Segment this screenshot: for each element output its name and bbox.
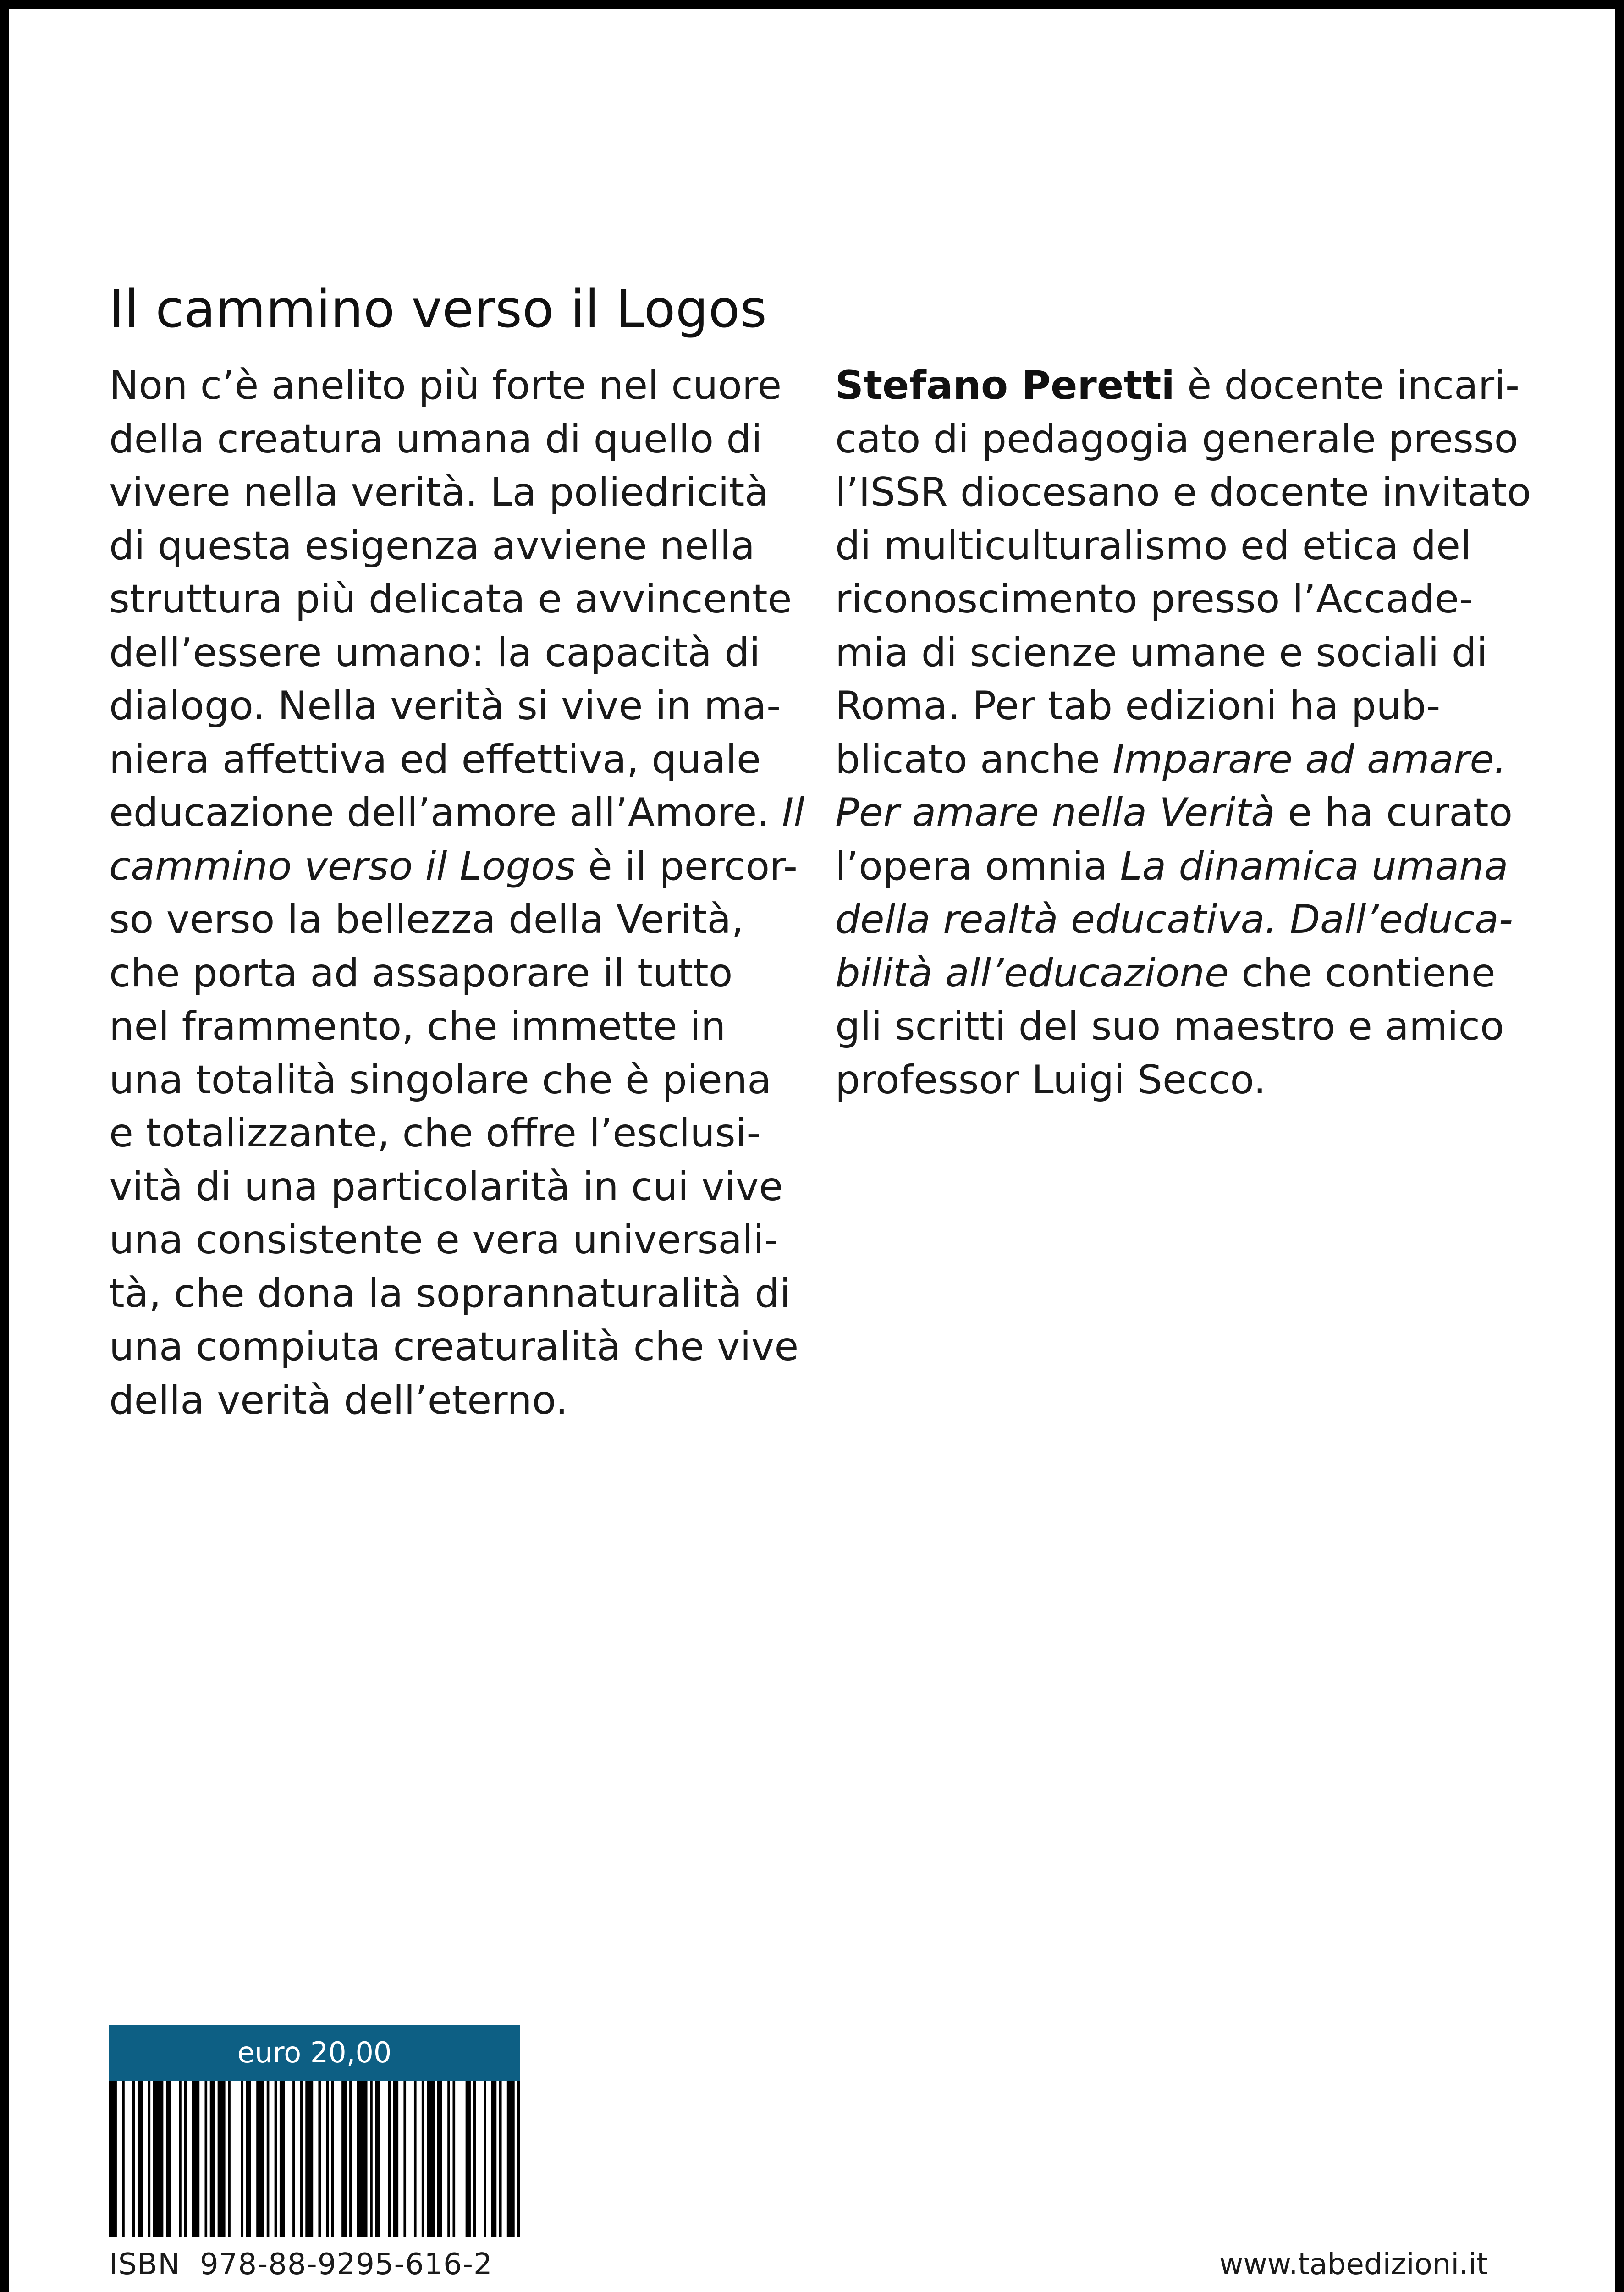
barcode-bar [507,2081,515,2237]
publisher-website: www.tabedizioni.it [1219,2248,1488,2281]
text-run: che porta ad assaporare il tutto [109,950,733,996]
barcode-bar [275,2081,277,2237]
text-run: e ha curato [1275,790,1513,836]
text-run: dell’essere umano: la capacità di [109,629,760,676]
text-run: vità di una particolarità in cui vive [109,1163,783,1210]
text-run: blicato anche [835,736,1113,782]
text-run: tà, che dona la soprannaturalità di [109,1270,791,1317]
synopsis-line [109,466,815,519]
text-run: struttura più delicata e avvincente [109,576,792,622]
synopsis-line [109,1374,815,1427]
barcode-bar [179,2081,182,2237]
barcode-bar [393,2081,398,2237]
barcode-bar [300,2081,303,2237]
bio-line [835,466,1541,519]
barcode-bar [331,2081,334,2237]
text-run: una totalità singolare che è piena [109,1057,771,1103]
barcode-bar [370,2081,373,2237]
text-run: Per amare nella Verità [835,790,1275,836]
barcode-bar [427,2081,435,2237]
synopsis-line [109,1053,815,1107]
synopsis-line [109,1213,815,1267]
text-run: è il percor- [575,843,798,889]
barcode-bar [184,2081,187,2237]
text-run: Roma. Per tab edizioni ha pub- [835,683,1441,729]
bio-line [835,893,1541,947]
text-run: una compiuta creaturalità che vive [109,1324,799,1370]
text-run: l’ISSR diocesano e docente invitato [835,469,1531,515]
bio-line [835,626,1541,680]
barcode-bar [210,2081,215,2237]
barcode-bar [122,2081,125,2237]
text-run: professor Luigi Secco. [835,1057,1266,1103]
barcode-bar [166,2081,171,2237]
barcode-bar [241,2081,243,2237]
bio-line [835,359,1541,413]
text-run: vivere nella verità. La poliedricità [109,469,769,515]
barcode-icon [109,2081,520,2237]
text-run: niera affettiva ed effettiva, quale [109,736,761,782]
barcode-bar [466,2081,471,2237]
barcode-bar [357,2081,368,2237]
isbn-number: ISBN 978-88-9295-616-2 [109,2248,493,2281]
barcode-bar [326,2081,329,2237]
text-run: riconoscimento presso l’Accade- [835,576,1473,622]
barcode-bar [491,2081,496,2237]
barcode-bar [517,2081,520,2237]
text-run: cammino verso il Logos [109,843,576,889]
text-run: è docente incari- [1174,363,1519,408]
text-run: una consistente e vera universali- [109,1217,778,1263]
bio-line [835,840,1541,893]
text-run: gli scritti del suo maestro e amico [835,1003,1504,1049]
synopsis-line [109,626,815,680]
bio-line [835,679,1541,733]
text-run: e totalizzante, che offre l’esclusi- [109,1110,761,1156]
text-run: Non c’è anelito più forte nel cuore [109,363,782,408]
text-run: Imparare ad amare. [1112,736,1507,782]
price-label: euro 20,00 [109,2025,520,2081]
barcode-bar [205,2081,208,2237]
bio-line [835,519,1541,573]
text-run: so verso la bellezza della Verità, [109,897,744,942]
synopsis-line [109,893,815,947]
barcode-bar [499,2081,502,2237]
synopsis-line [109,733,815,787]
barcode-bar [218,2081,226,2237]
barcode-bar [267,2081,270,2237]
barcode-bar [437,2081,442,2237]
text-run: nel frammento, che immette in [109,1003,726,1049]
synopsis-text [109,359,815,1427]
barcode-bar [318,2081,321,2237]
barcode-bar [484,2081,486,2237]
text-run: della realtà educativa. Dall’educa- [835,897,1513,942]
bio-line [835,573,1541,626]
text-run: della verità dell’eterno. [109,1377,568,1423]
barcode-bar [305,2081,313,2237]
barcode-bar [153,2081,164,2237]
bio-line [835,786,1541,840]
barcode-bar [256,2081,264,2237]
barcode-bar [473,2081,476,2237]
synopsis-line [109,1160,815,1214]
barcode-bar [148,2081,151,2237]
text-run: di multiculturalismo ed etica del [835,523,1471,569]
text-run: di questa esigenza avviene nella [109,523,755,569]
barcode-bar [388,2081,391,2237]
synopsis-line [109,359,815,413]
barcode-bar [228,2081,231,2237]
text-run: Il [782,790,805,836]
synopsis-line [109,947,815,1000]
synopsis-line [109,840,815,893]
text-run: La dinamica umana [1120,843,1508,889]
barcode-bar [280,2081,285,2237]
barcode-bar [341,2081,347,2237]
barcode-bar [138,2081,143,2237]
author-bio-text [835,359,1541,1107]
book-title: Il cammino verso il Logos [109,280,767,340]
text-run: educazione dell’amore all’Amore. [109,790,782,836]
synopsis-line [109,1000,815,1053]
synopsis-line [109,1320,815,1374]
bio-line [835,733,1541,787]
text-run: bilità all’educazione [835,950,1229,996]
text-run: l’opera omnia [835,843,1120,889]
synopsis-line [109,786,815,840]
synopsis-line [109,519,815,573]
text-run: della creatura umana di quello di [109,416,762,462]
barcode-bar [192,2081,199,2237]
text-run: che contiene [1228,950,1496,996]
synopsis-line [109,679,815,733]
synopsis-line [109,1267,815,1321]
text-run: mia di scienze umane e sociali di [835,629,1488,676]
text-run: dialogo. Nella verità si vive in ma- [109,683,781,729]
bio-line [835,1053,1541,1107]
barcode-bar [246,2081,251,2237]
barcode-bar [132,2081,135,2237]
synopsis-line [109,573,815,626]
barcode-bar [447,2081,450,2237]
barcode-bar [375,2081,380,2237]
bio-line [835,1000,1541,1053]
barcode-bar [349,2081,352,2237]
barcode-bar [109,2081,117,2237]
text-run: cato di pedagogia generale presso [835,416,1519,462]
barcode-bar [414,2081,417,2237]
barcode-bar [292,2081,295,2237]
synopsis-line [109,1107,815,1160]
bio-line [835,947,1541,1000]
barcode-bar [422,2081,424,2237]
bio-line [835,413,1541,466]
synopsis-line [109,413,815,466]
author-name: Stefano Peretti [835,363,1175,408]
barcode-bar [452,2081,455,2237]
barcode-bar [403,2081,406,2237]
